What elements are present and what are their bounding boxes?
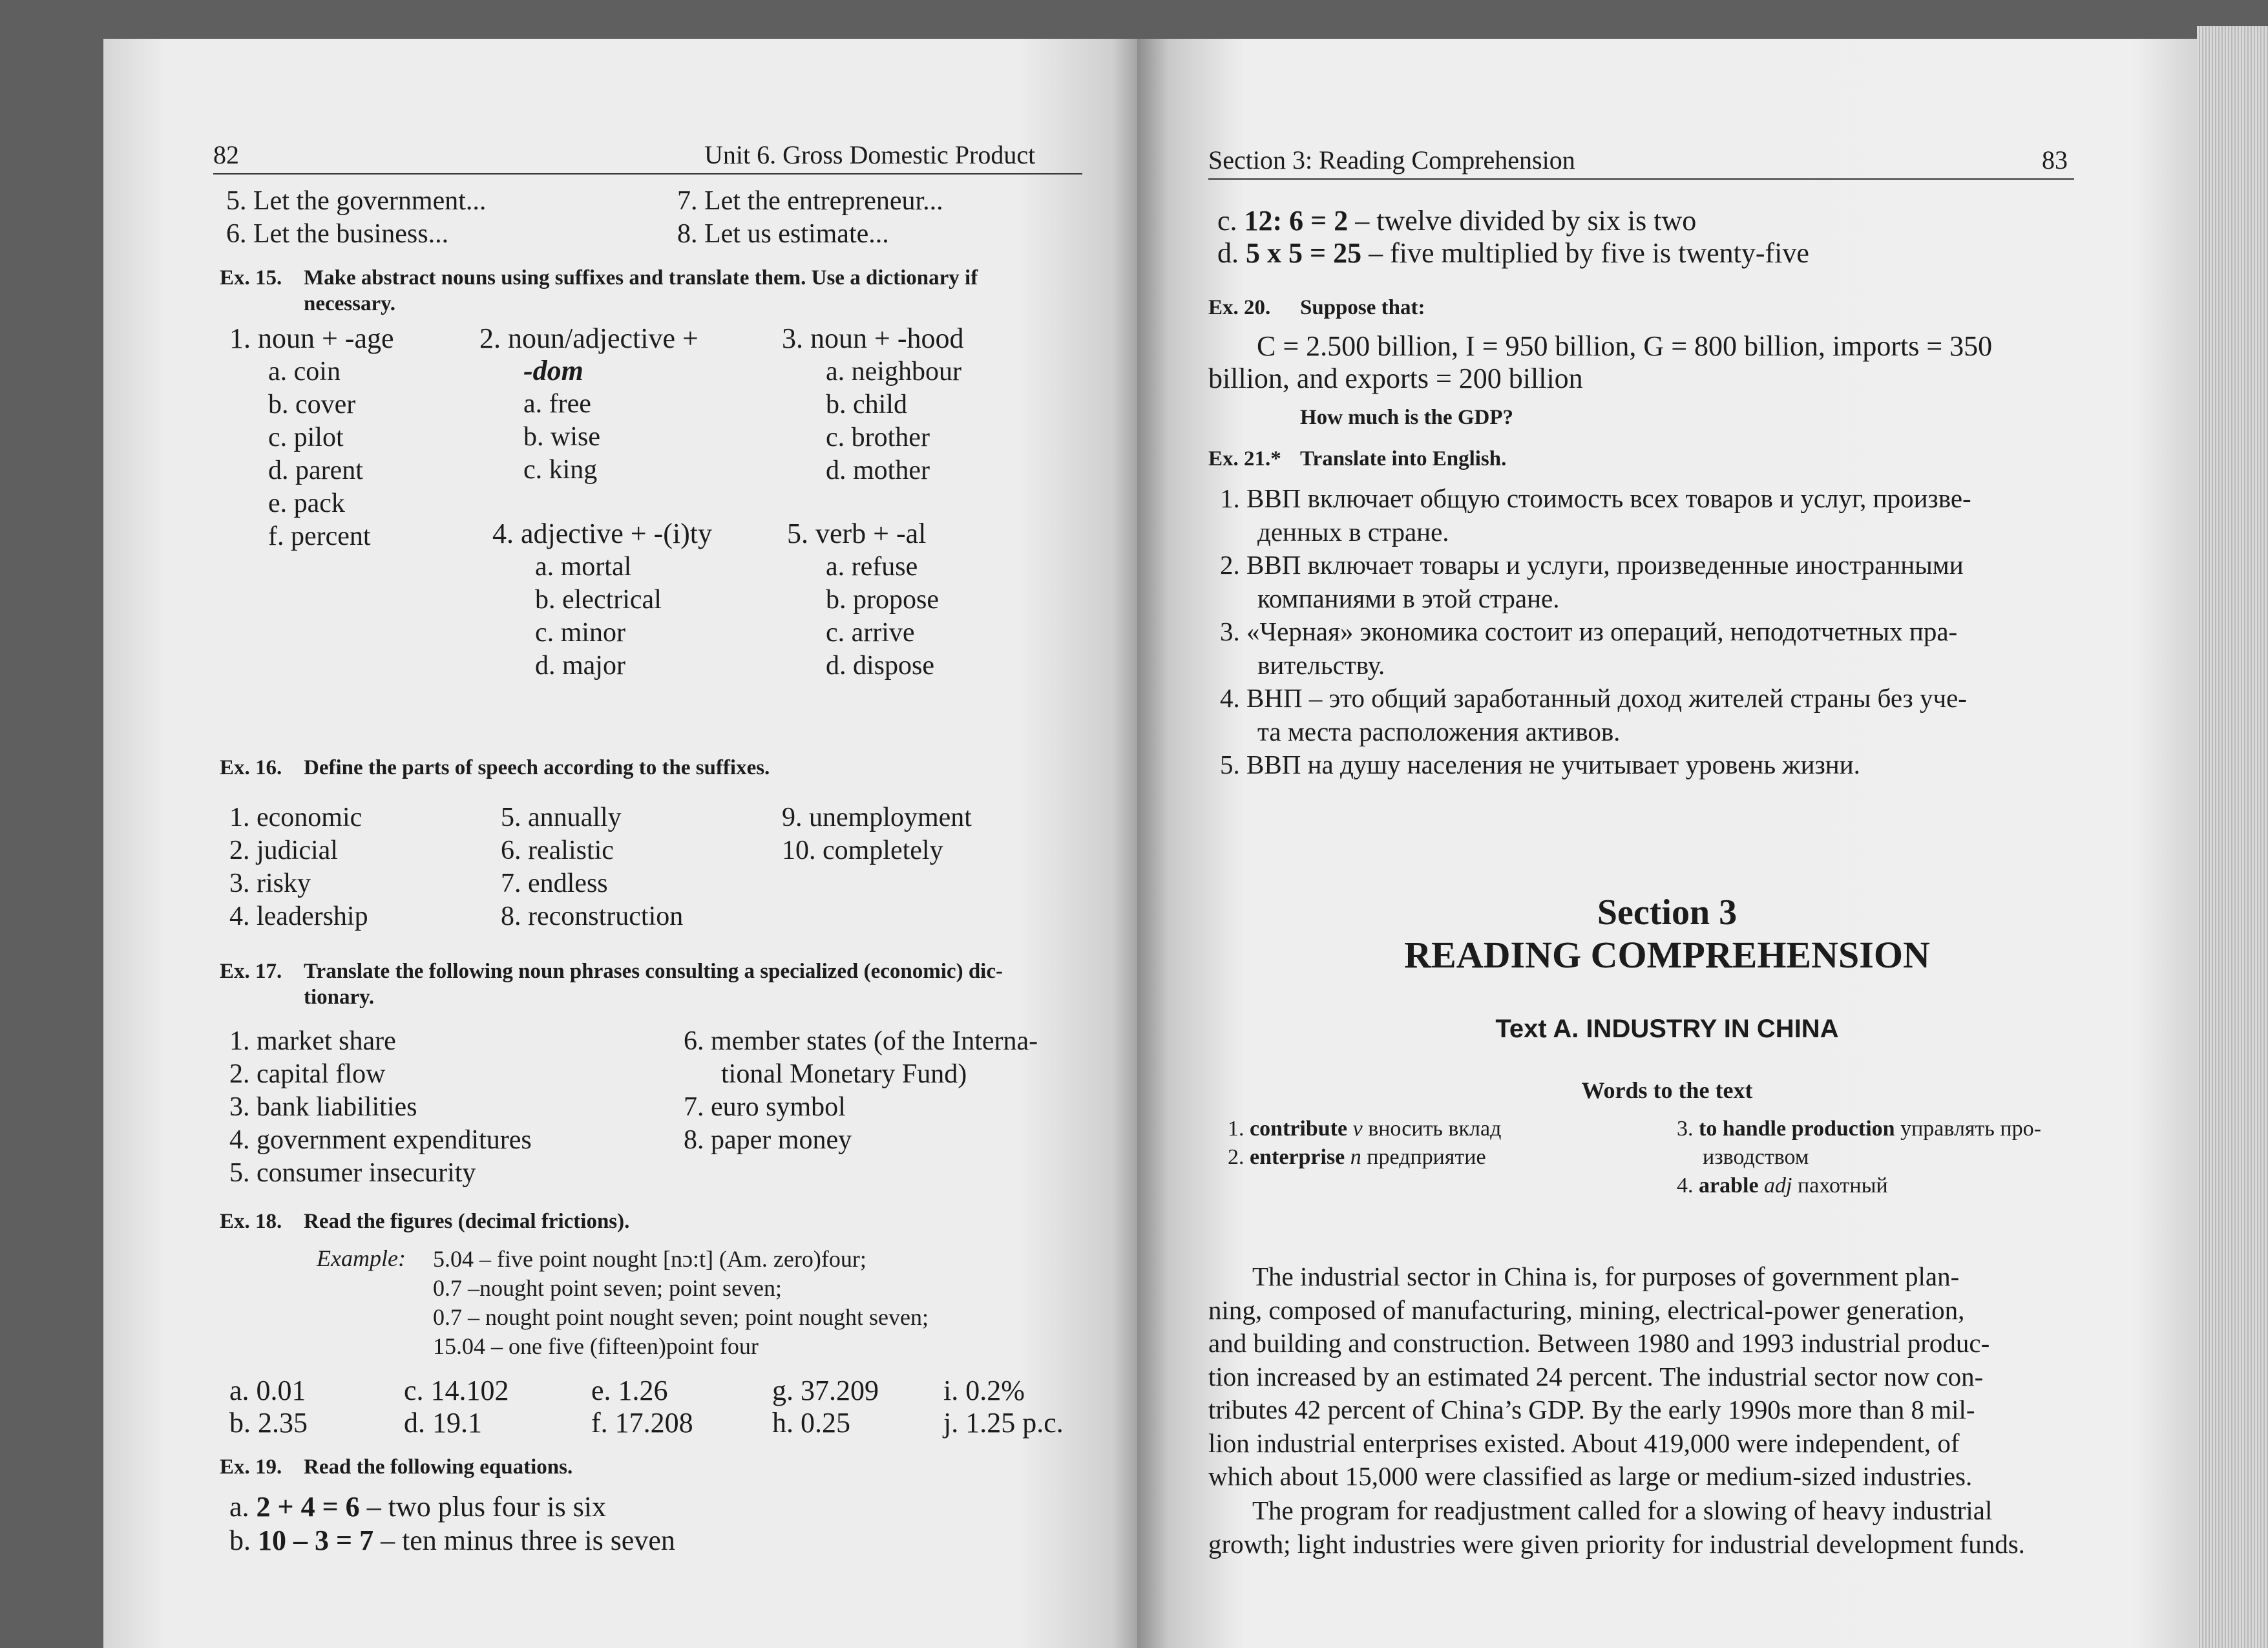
exercise-instruction: Read the following equations.: [304, 1455, 573, 1479]
example-line: 0.7 – nought point nought seven; point nought seven;: [433, 1304, 929, 1330]
list-item: та места расположения активов.: [1257, 716, 1621, 746]
figure-item: c. 14.102: [404, 1375, 509, 1406]
header-rule: [1208, 178, 2074, 180]
page-number: 83: [2042, 145, 2068, 174]
section-label: Section 3: [1597, 893, 1738, 933]
text-line: The industrial sector in China is, for purposes of government plan-: [1252, 1262, 1960, 1291]
equation-reading: – twelve divided by six is two: [1348, 205, 1697, 237]
ex16-col2: [501, 801, 683, 933]
figure-item: h. 0.25: [772, 1407, 850, 1439]
list-item: 4. ВНП – это общий заработанный доход жителей страны без уче-: [1220, 683, 1967, 713]
equation: 5 x 5 = 25: [1246, 237, 1362, 269]
problem-line: billion, and exports = 200 billion: [1208, 363, 1583, 394]
list-item: f. percent: [268, 522, 371, 551]
equation-line: b. 10 – 3 = 7 – ten minus three is seven: [229, 1525, 675, 1556]
list-item: tional Monetary Fund): [721, 1059, 967, 1089]
list-item: a. refuse: [826, 552, 918, 582]
list-item: вительству.: [1257, 650, 1385, 680]
paragraph-2: [1208, 1494, 2025, 1561]
text-line: lion industrial enterprises existed. About 419,000 were independent, of: [1208, 1428, 1960, 1458]
group-heading: 4. adjective + -(i)ty: [492, 518, 713, 549]
list-item: c. king: [523, 455, 598, 485]
ex17-col2: [684, 1025, 1038, 1157]
equation: 2 + 4 = 6: [256, 1491, 360, 1523]
problem-question: How much is the GDP?: [1300, 406, 1513, 429]
list-item: 4. leadership: [229, 902, 368, 931]
equation-line: d. 5 x 5 = 25 – five multiplied by five is twenty-five: [1217, 237, 1809, 269]
list-item: 1. ВВП включает общую стоимость всех товаров и услуг, произве-: [1220, 483, 1971, 513]
figure-item: a. 0.01: [229, 1375, 306, 1406]
group-list: [826, 551, 939, 682]
words-title: Words to the text: [1581, 1077, 1753, 1103]
list-item: b. propose: [826, 585, 939, 615]
figure-item: f. 17.208: [591, 1407, 693, 1439]
list-item: 8. reconstruction: [501, 902, 684, 931]
group-heading: 2. noun/adjective +: [479, 322, 698, 354]
header-rule: [213, 173, 1082, 174]
figure-item: e. 1.26: [591, 1375, 668, 1406]
top-list-col1: [226, 185, 486, 251]
vocab-item: 3. to handle production управлять про-: [1677, 1117, 2041, 1141]
vocab-item: 1. contribute v вносить вклад: [1228, 1117, 1502, 1141]
exercise-instruction: Define the parts of speech according to the suffixes.: [304, 756, 770, 779]
ex17-col1: [229, 1025, 532, 1190]
right-page: [1137, 39, 2197, 1648]
list-item: 3. risky: [229, 869, 311, 898]
list-item: 1. economic: [229, 803, 362, 832]
paragraph-1: [1208, 1260, 1990, 1494]
list-item: c. brother: [826, 423, 930, 452]
group-list: [523, 388, 600, 487]
group-heading: 3. noun + -hood: [782, 322, 964, 354]
exercise-number: Ex. 17.: [220, 960, 282, 983]
exercise-number: Ex. 20.: [1208, 296, 1271, 319]
text-title: Text A. INDUSTRY IN CHINA: [1495, 1015, 1839, 1043]
list-item: денных в стране.: [1257, 516, 1449, 547]
exercise-number: Ex. 19.: [220, 1455, 282, 1479]
group-heading: 5. verb + -al: [787, 518, 927, 549]
list-item: c. minor: [535, 618, 625, 648]
list-item: 2. judicial: [229, 836, 338, 865]
list-item: a. mortal: [535, 552, 632, 582]
equation: 10 – 3 = 7: [258, 1525, 374, 1556]
figure-item: b. 2.35: [229, 1407, 308, 1439]
list-item: 5. annually: [501, 803, 622, 832]
list-item: b. wise: [523, 422, 600, 452]
list-item: 2. ВВП включает товары и услуги, произведенные иностранными: [1220, 550, 1964, 580]
text-line: tion increased by an estimated 24 percent. The industrial sector now con-: [1208, 1361, 1984, 1391]
vocab-item: 2. enterprise n предприятие: [1228, 1145, 1486, 1169]
figure-item: j. 1.25 p.c.: [943, 1407, 1064, 1439]
text-line: which about 15,000 were classified as large or medium-sized industries.: [1208, 1461, 1973, 1491]
exercise-instruction: Make abstract nouns using suffixes and translate them. Use a dictionary if: [304, 266, 978, 290]
group-list: [268, 355, 371, 553]
exercise-number: Ex. 18.: [220, 1210, 282, 1233]
list-item: d. parent: [268, 456, 363, 485]
list-item: 5. ВВП на душу населения не учитывает уровень жизни.: [1220, 750, 1860, 779]
list-item: 3. «Черная» экономика состоит из операций, неподотчетных пра-: [1220, 617, 1958, 646]
example-line: 5.04 – five point nought [nɔ:t] (Am. zero)four;: [433, 1246, 866, 1272]
group-list: [826, 355, 961, 487]
list-item: 10. completely: [782, 836, 943, 865]
page-number: 82: [213, 140, 239, 169]
equation-line: c. 12: 6 = 2 – twelve divided by six is two: [1217, 205, 1697, 237]
exercise-number: Ex. 15.: [220, 266, 282, 290]
exercise-instruction: Translate into English.: [1300, 447, 1507, 470]
list-item: d. dispose: [826, 651, 934, 681]
list-item: d. major: [535, 651, 625, 681]
translation-list: [1220, 482, 1971, 782]
text-line: The program for readjustment called for a slowing of heavy industrial: [1252, 1495, 1993, 1525]
left-page: [103, 39, 1144, 1648]
text-line: tributes 42 percent of China’s GDP. By the early 1990s more than 8 mil-: [1208, 1395, 1975, 1424]
equation-line: a. 2 + 4 = 6 – two plus four is six: [229, 1491, 607, 1523]
list-item: b. child: [826, 390, 907, 419]
list-item: b. cover: [268, 390, 356, 419]
page-edges: [2197, 26, 2268, 1648]
equation-reading: – ten minus three is seven: [373, 1525, 675, 1556]
list-item: c. arrive: [826, 618, 915, 648]
exercise-instruction: Translate the following noun phrases consulting a specialized (economic) dic-: [304, 960, 1003, 983]
vocab-item: 4. arable adj пахотный: [1677, 1174, 1888, 1198]
example-line: 0.7 –nought point seven; point seven;: [433, 1275, 782, 1301]
ex16-col3: [782, 801, 972, 867]
equation-reading: – five multiplied by five is twenty-five: [1361, 237, 1809, 269]
exercise-instruction: necessary.: [304, 292, 396, 315]
list-item: компаниями в этой стране.: [1257, 583, 1560, 613]
group-heading: -dom: [523, 355, 583, 386]
running-head: Unit 6. Gross Domestic Product: [704, 140, 1036, 169]
text-line: ning, composed of manufacturing, mining, electrical-power generation,: [1208, 1294, 1965, 1325]
list-item: 8. paper money: [684, 1125, 852, 1155]
figure-item: g. 37.209: [772, 1375, 879, 1406]
text-line: and building and construction. Between 1980 and 1993 industrial produc-: [1208, 1328, 1990, 1358]
list-item: 7. euro symbol: [684, 1092, 846, 1122]
running-head: Section 3: Reading Comprehension: [1208, 145, 1575, 174]
group-list: [535, 551, 662, 682]
section-title: READING COMPREHENSION: [1404, 934, 1930, 976]
exercise-number: Ex. 21.*: [1208, 447, 1281, 470]
list-item: a. neighbour: [826, 357, 961, 386]
exercise-instruction: tionary.: [304, 986, 375, 1009]
list-item: 5. consumer insecurity: [229, 1158, 476, 1188]
list-item: d. mother: [826, 456, 930, 485]
equation-reading: – two plus four is six: [359, 1491, 607, 1523]
list-item: 6. realistic: [501, 836, 614, 865]
list-item: b. electrical: [535, 585, 662, 615]
list-item: 8. Let us estimate...: [677, 219, 889, 249]
list-item: 6. member states (of the Interna-: [684, 1026, 1038, 1056]
list-item: e. pack: [268, 489, 345, 518]
list-item: 9. unemployment: [782, 803, 972, 832]
example-list: [433, 1245, 929, 1361]
list-item: 4. government expenditures: [229, 1125, 532, 1155]
list-item: 3. bank liabilities: [229, 1092, 417, 1122]
list-item: a. coin: [268, 357, 341, 386]
list-item: 7. Let the entrepreneur...: [677, 186, 943, 216]
list-item: 1. market share: [229, 1026, 396, 1056]
exercise-number: Ex. 16.: [220, 756, 282, 779]
figure-item: i. 0.2%: [943, 1375, 1025, 1406]
list-item: 2. capital flow: [229, 1059, 386, 1089]
exercise-instruction: Read the figures (decimal frictions).: [304, 1210, 630, 1233]
top-list-col2: [677, 185, 943, 251]
vocab-item-continued: изводством: [1703, 1145, 1809, 1169]
ex16-col1: [229, 801, 368, 933]
example-label: Example:: [317, 1245, 406, 1271]
list-item: 6. Let the business...: [226, 219, 449, 249]
list-item: 7. endless: [501, 869, 608, 898]
list-item: a. free: [523, 389, 591, 419]
exercise-instruction: Suppose that:: [1300, 296, 1425, 319]
problem-line: C = 2.500 billion, I = 950 billion, G = 800 billion, imports = 350: [1257, 330, 1993, 362]
figure-item: d. 19.1: [404, 1407, 482, 1439]
list-item: c. pilot: [268, 423, 344, 452]
text-line: growth; light industries were given priority for industrial development funds.: [1208, 1528, 2025, 1559]
list-item: 5. Let the government...: [226, 186, 487, 216]
group-heading: 1. noun + -age: [229, 322, 394, 354]
equation: 12: 6 = 2: [1244, 205, 1349, 237]
example-line: 15.04 – one five (fifteen)point four: [433, 1333, 759, 1359]
